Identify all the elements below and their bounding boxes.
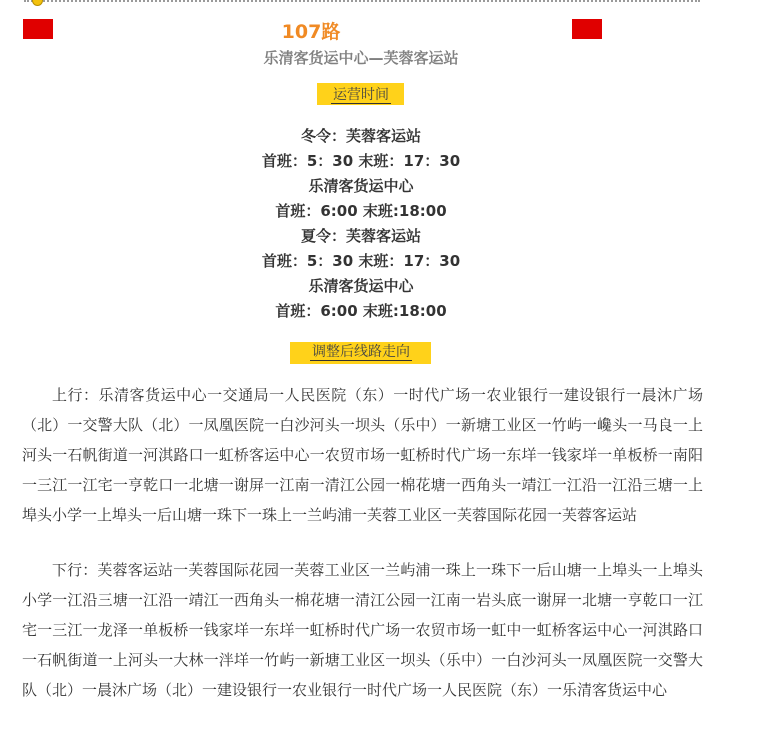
route-label-text: 调整后线路走向 <box>312 344 410 360</box>
schedule-line: 乐清客货运中心 <box>308 277 414 295</box>
route-number: 107路 <box>281 21 341 43</box>
hours-section-label <box>0 84 722 104</box>
schedule-line: 冬令：芙蓉客运站 <box>300 127 421 145</box>
schedule-line: 夏令：芙蓉客运站 <box>300 227 421 245</box>
schedule-line: 乐清客货运中心 <box>308 177 414 195</box>
pin-dot-icon <box>32 0 43 6</box>
schedule-line: 首班：6:00 末班:18:00 <box>275 202 447 220</box>
route-section-label <box>0 341 722 361</box>
schedule-line: 首班：5：30 末班：17：30 <box>261 252 461 270</box>
top-dotted-divider <box>24 0 700 2</box>
route-name: 乐清客货运中心—芙蓉客运站 <box>263 49 459 67</box>
hours-label-text: 运营时间 <box>333 87 389 103</box>
down-direction-text: 下行：芙蓉客运站一芙蓉国际花园一芙蓉工业区一兰屿浦一珠上一珠下一后山塘一上埠头一上埠头小学一江沿三塘一江沿一靖江一西角头一棉花塘一清江公园一江南一岩头底一谢屏一北塘一亨乾口一江宅一三江一龙泽一单板桥一钱家垟一东垟一虹桥时代广场一农贸市场一虹中一虹桥客运中心一河淇路口一石帆街道一上河头一大林一泮垟一竹屿一新塘工业区一坝头（乐中）一白沙河头一凤凰医院一交警大队（北）一晨沐广场（北）一建设银行一农业银行一时代广场一人民医院（东）一乐清客货运中心 <box>22 561 703 699</box>
schedule-line: 首班：6:00 末班:18:00 <box>275 302 447 320</box>
schedule-line: 首班：5：30 末班：17：30 <box>261 152 461 170</box>
up-direction-text: 上行：乐清客货运中心一交通局一人民医院（东）一时代广场一农业银行一建设银行一晨沐广场（北）一交警大队（北）一凤凰医院一白沙河头一坝头（乐中）一新塘工业区一竹屿一巉头一马良一上河头一石帆街道一河淇路口一虹桥客运中心一农贸市场一虹桥时代广场一东垟一钱家垟一单板桥一南阳一三江一江宅一亨乾口一北塘一谢屏一江南一清江公园一棉花塘一西角头一靖江一江沿一江沿三塘一上埠头小学一上埠头一后山塘一珠下一珠上一兰屿浦一芙蓉工业区一芙蓉国际花园一芙蓉客运站 <box>22 386 703 524</box>
